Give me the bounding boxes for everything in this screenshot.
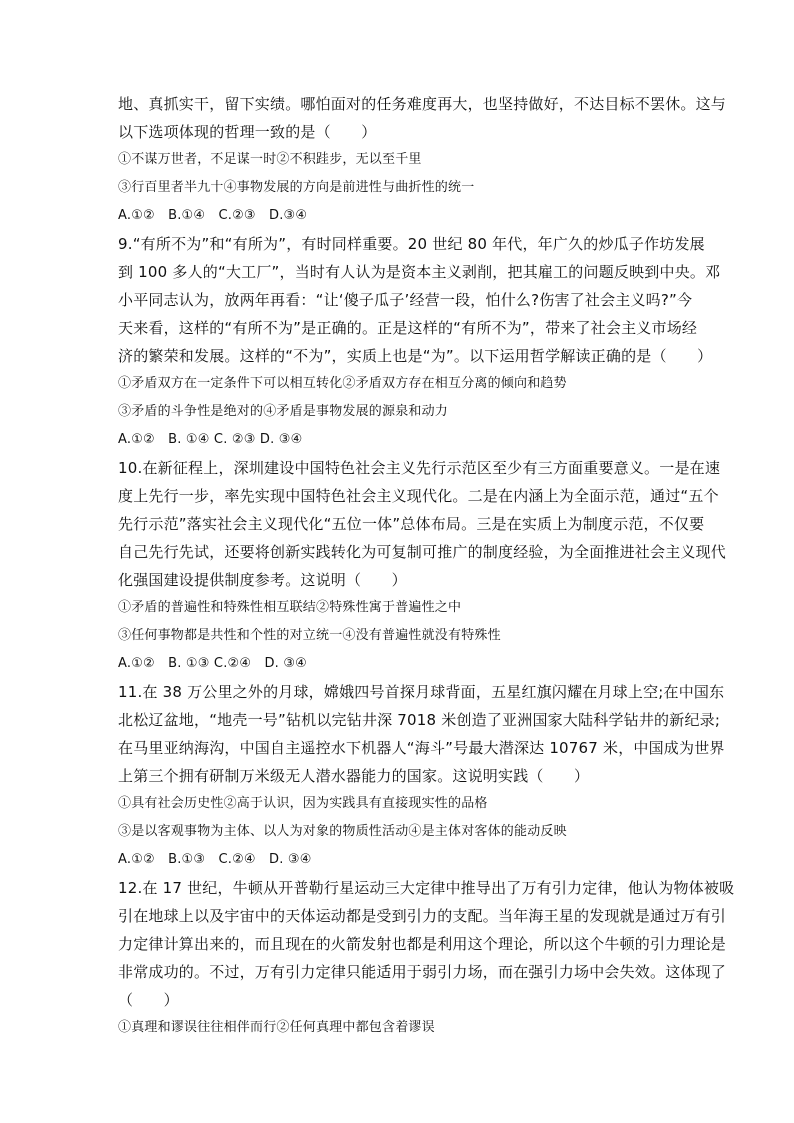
question-text-line: 小平同志认为，放两年再看：“让‘傻子瓜子’经营一段，怕什么?伤害了社会主义吗?”今 bbox=[118, 291, 693, 309]
answer-choices: A.①② B. ①④ C. ②③ D. ③④ bbox=[118, 432, 303, 447]
option-line: ①真理和谬误往往相伴而行②任何真理中都包含着谬误 bbox=[118, 1020, 435, 1035]
question-text-line: 非常成功的。不过，万有引力定律只能适用于弱引力场，而在强引力场中会失效。这体现了 bbox=[118, 963, 727, 981]
question-text-line: 自己先行先试，还要将创新实践转化为可复制可推广的制度经验，为全面推进社会主义现代 bbox=[118, 543, 727, 561]
question-text-line: 北松辽盆地，“地壳一号”钻机以完钻井深 7018 米创造了亚洲国家大陆科学钻井的新纪录; bbox=[118, 711, 721, 729]
question-block bbox=[118, 90, 727, 230]
question-block bbox=[118, 454, 727, 678]
question-text-line: 先行示范”落实社会主义现代化“五位一体”总体布局。三是在实质上为制度示范，不仅要 bbox=[118, 515, 705, 533]
question-text-line: 以下选项体现的哲理一致的是（ ） bbox=[118, 123, 377, 141]
question-block bbox=[118, 678, 725, 874]
option-line: ③是以客观事物为主体、以人为对象的物质性活动④是主体对客体的能动反映 bbox=[118, 824, 567, 839]
answer-choices: A.①② B.①③ C.②④ D. ③④ bbox=[118, 852, 312, 867]
question-text-line: 到 100 多人的“大工厂”，当时有人认为是资本主义剥削，把其雇工的问题反映到中央。邓 bbox=[118, 263, 721, 281]
question-text-line: 10.在新征程上，深圳建设中国特色社会主义先行示范区至少有三方面重要意义。一是在速 bbox=[118, 459, 721, 477]
option-line: ③矛盾的斗争性是绝对的④矛盾是事物发展的源泉和动力 bbox=[118, 404, 449, 419]
question-text-line: 11.在 38 万公里之外的月球，嫦娥四号首探月球背面，五星红旗闪耀在月球上空;在中国东 bbox=[118, 683, 725, 701]
question-text-line: 地、真抓实干，留下实绩。哪怕面对的任务难度再大，也坚持做好，不达目标不罢休。这与 bbox=[118, 95, 727, 113]
question-text-line: 12.在 17 世纪，牛顿从开普勒行星运动三大定律中推导出了万有引力定律，他认为物体被吸 bbox=[118, 879, 735, 897]
option-line: ①具有社会历史性②高于认识，因为实践具有直接现实性的品格 bbox=[118, 796, 488, 811]
question-content bbox=[118, 90, 735, 1042]
option-line: ③任何事物都是共性和个性的对立统一④没有普遍性就没有特殊性 bbox=[118, 628, 501, 643]
question-text-line: 9.“有所不为”和“有所为”，有时同样重要。20 世纪 80 年代，年广久的炒瓜子作坊发展 bbox=[118, 235, 705, 253]
question-text-line: 化强国建设提供制度参考。这说明（ ） bbox=[118, 571, 407, 589]
question-text-line: 天来看，这样的“有所不为”是正确的。正是这样的“有所不为”，带来了社会主义市场经 bbox=[118, 319, 698, 337]
option-line: ①不谋万世者，不足谋一时②不积跬步，无以至千里 bbox=[118, 152, 422, 167]
question-text-line: 上第三个拥有研制万米级无人潜水器能力的国家。这说明实践（ ） bbox=[118, 767, 590, 785]
question-block bbox=[118, 874, 735, 1042]
question-text-line: 力定律计算出来的，而且现在的火箭发射也都是利用这个理论，所以这个牛顿的引力理论是 bbox=[118, 935, 727, 953]
question-text-line: 引在地球上以及宇宙中的天体运动都是受到引力的支配。当年海王星的发现就是通过万有引 bbox=[118, 907, 727, 925]
option-line: ③行百里者半九十④事物发展的方向是前进性与曲折性的统一 bbox=[118, 180, 475, 195]
question-text-line: （ ） bbox=[118, 991, 179, 1009]
question-text-line: 济的繁荣和发展。这样的“不为”，实质上也是“为”。以下运用哲学解读正确的是（ ） bbox=[118, 347, 713, 365]
question-block bbox=[118, 230, 721, 454]
option-line: ①矛盾双方在一定条件下可以相互转化②矛盾双方存在相互分离的倾向和趋势 bbox=[118, 376, 567, 391]
answer-choices: A.①② B.①④ C.②③ D.③④ bbox=[118, 208, 308, 223]
option-line: ①矛盾的普遍性和特殊性相互联结②特殊性寓于普遍性之中 bbox=[118, 600, 462, 615]
answer-choices: A.①② B. ①③ C.②④ D. ③④ bbox=[118, 656, 308, 671]
question-text-line: 在马里亚纳海沟，中国自主遥控水下机器人“海斗”号最大潜深达 10767 米，中国成为世界 bbox=[118, 739, 725, 757]
question-text-line: 度上先行一步，率先实现中国特色社会主义现代化。二是在内涵上为全面示范，通过“五个 bbox=[118, 487, 719, 505]
